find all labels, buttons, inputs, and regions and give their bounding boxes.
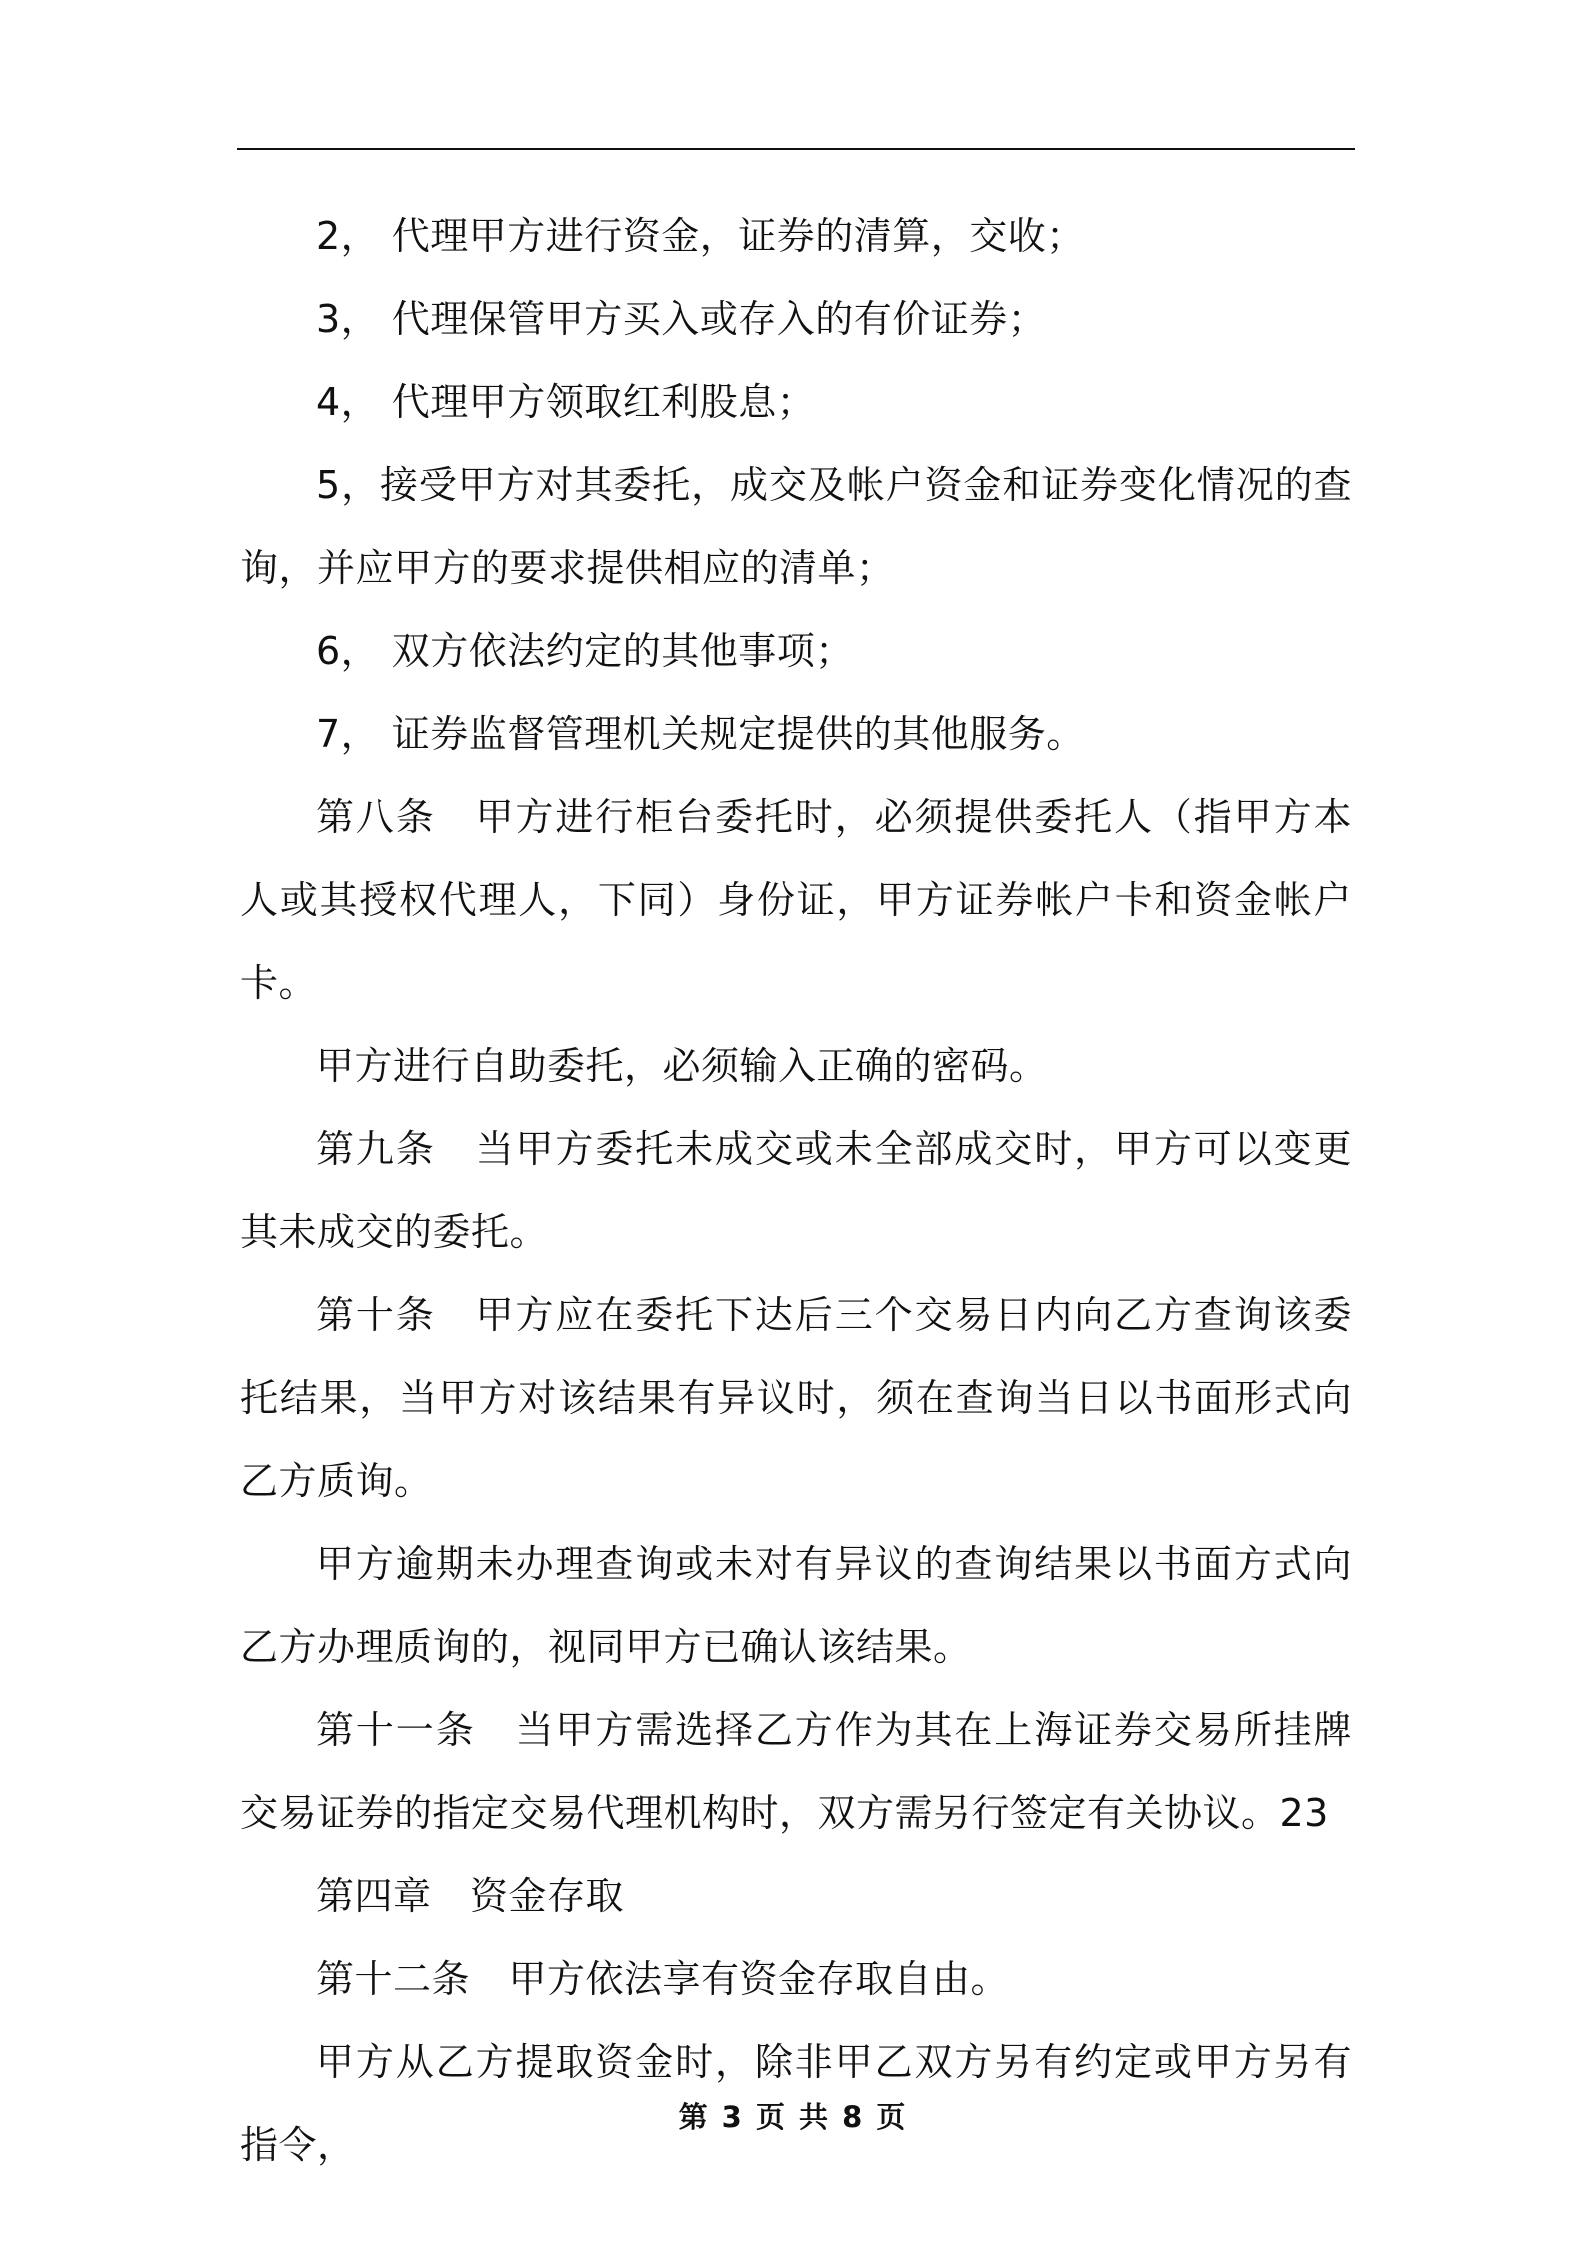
paragraph: 6， 双方依法约定的其他事项； [316,629,854,673]
paragraph: 第十条 甲方应在委托下达后三个交易日内向乙方查询该委托结果，当甲方对该结果有异议时，须在查询当日以书面形式向乙方质询。 [240,1293,1352,1503]
paragraph: 第八条 甲方进行柜台委托时，必须提供委托人（指甲方本人或其授权代理人，下同）身份证，甲方证券帐户卡和资金帐户卡。 [240,795,1352,1005]
paragraph: 4， 代理甲方领取红利股息； [316,380,816,424]
paragraph: 甲方从乙方提取资金时，除非甲乙双方另有约定或甲方另有指令， [240,2040,1352,2167]
paragraph: 第十一条 当甲方需选择乙方作为其在上海证券交易所挂牌交易证券的指定交易代理机构时，双方需另行签定有关协议。23 [240,1708,1352,1835]
paragraph: 7， 证券监督管理机关规定提供的其他服务。 [316,712,1085,756]
paragraph: 甲方进行自助委托，必须输入正确的密码。 [316,1044,1048,1088]
chapter-heading: 第四章 资金存取 [316,1874,625,1918]
paragraph: 3， 代理保管甲方买入或存入的有价证券； [316,297,1047,341]
paragraph: 甲方逾期未办理查询或未对有异议的查询结果以书面方式向乙方办理质询的，视同甲方已确认该结果。 [240,1542,1352,1669]
paragraph: 第九条 当甲方委托未成交或未全部成交时，甲方可以变更其未成交的委托。 [240,1127,1352,1254]
paragraph: 第十二条 甲方依法享有资金存取自由。 [316,1957,1010,2001]
paragraph: 2， 代理甲方进行资金，证券的清算，交收； [316,214,1085,258]
page-number-footer: 第 3 页 共 8 页 [678,2100,908,2134]
document-body [240,195,1352,2187]
paragraph: 5，接受甲方对其委托，成交及帐户资金和证券变化情况的查询，并应甲方的要求提供相应的清单； [240,463,1352,590]
header-rule [237,148,1355,150]
